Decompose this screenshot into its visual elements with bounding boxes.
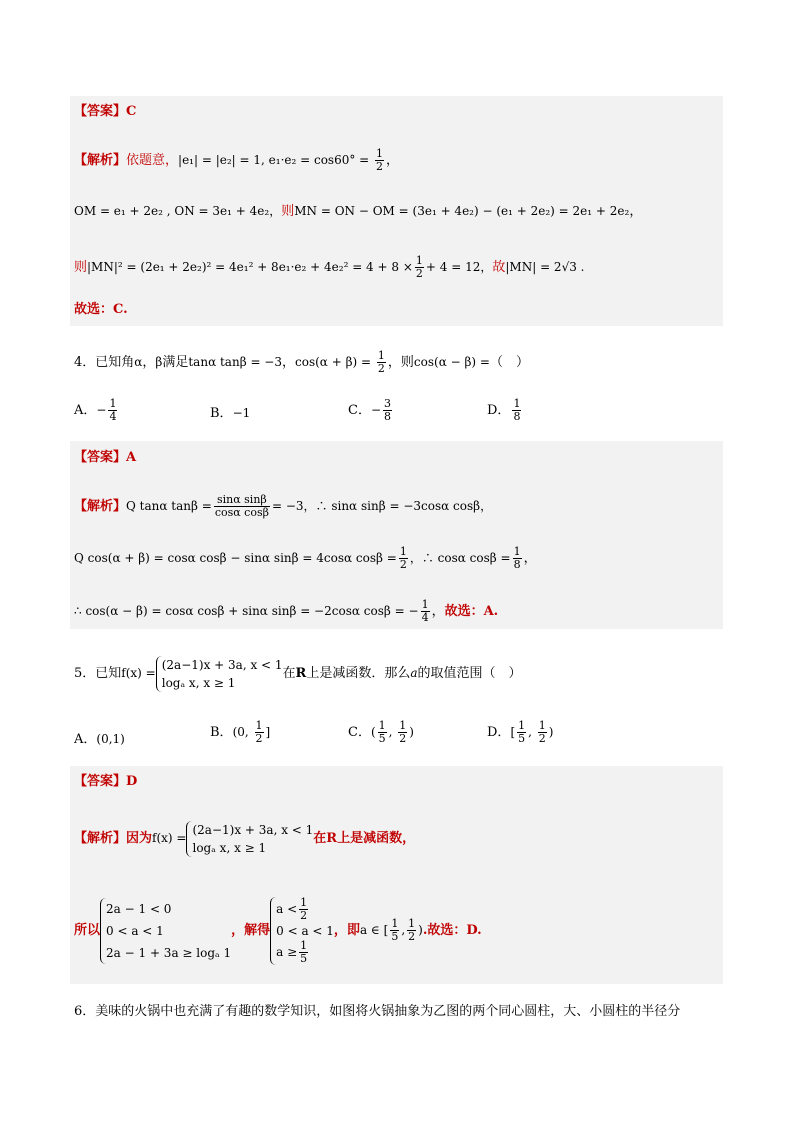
q5-answer-line: 【答案】D <box>74 774 138 789</box>
q5-option-d: D．[ $\frac{1}{5}$ , $\frac{1}{2}$ ) <box>487 719 554 745</box>
q4-analysis-line2: Q cos(α + β) = cosα cosβ − sinα sinβ = 4cosα cosβ = $\frac{1}{2}$ ，∴ cosα cosβ = $\frac{1}{8}$ ， <box>74 545 537 571</box>
math: + 4 = 12， <box>425 260 493 274</box>
math: |MN|² = (2e₁ + 2e₂)² = 4e₁² + 8e₁·e₂ + 4e₂² = 4 + 8 × <box>87 260 413 274</box>
piecewise: (2a−1)x + 3a, x < 1 logₐ x, x ≥ 1 <box>156 656 283 692</box>
q5-analysis-line1: 【解析】因为f(x) = (2a−1)x + 3a, x < 1 logₐ x, x ≥ 1 在R上是减函数， <box>74 822 416 855</box>
q4-analysis-line1: 【解析】Q tanα tanβ = $\frac{\text{sinα sinβ}}{\text{cosα cosβ}}$ = −3，∴ sinα sinβ = −3cosα cosβ， <box>74 493 493 519</box>
punct: ， <box>386 153 400 168</box>
q4-stem: 4．已知角α，β满足tanα tanβ = −3，cos(α + β) = $\frac{1}{2}$ ，则cos(α − β) =（ ） <box>74 349 529 375</box>
q3-conclusion: 故选：C. <box>74 302 128 317</box>
math: OM = e₁ + 2e₂ , ON = 3e₁ + 4e₂， <box>74 204 282 218</box>
q5-stem: 5．已知f(x) = (2a−1)x + 3a, x < 1 logₐ x, x ≥ 1 在R上是减函数．那么a的取值范围（ ） <box>74 657 522 690</box>
analysis-label: 【解析】 <box>74 153 127 168</box>
q4-option-a: A．− $\frac{1}{4}$ <box>74 397 117 423</box>
q4-option-b: B．−1 <box>210 406 251 421</box>
q4-option-d: D． $\frac{1}{8}$ <box>487 397 521 423</box>
fraction: $\frac{1}{2}$ <box>377 349 385 375</box>
q3-analysis-line2 <box>74 203 642 220</box>
q4-option-c: C．− $\frac{3}{8}$ <box>348 397 392 423</box>
q5-option-c: C．( $\frac{1}{5}$ , $\frac{1}{2}$ ) <box>348 719 414 745</box>
q5-option-b: B．(0, $\frac{1}{2}$ ] <box>210 719 271 745</box>
answer-label: 【答案】 <box>74 104 127 119</box>
q4-answer-line: 【答案】A <box>74 450 137 465</box>
math: MN = ON − OM = (3e₁ + 4e₂) − (e₁ + 2e₂) = 2e₁ + 2e₂ <box>294 204 630 218</box>
punct: ， <box>629 204 643 219</box>
answer-value: C <box>126 104 137 119</box>
q3-analysis-line1 <box>74 148 399 173</box>
math: |MN| = 2√3 . <box>505 260 585 274</box>
math: |e₁| = |e₂| = 1, e₁·e₂ = cos60° = <box>178 153 374 167</box>
q6-stem: 6．美味的火锅中也充满了有趣的数学知识，如图将火锅抽象为乙图的两个同心圆柱，大、小圆柱的半径分 <box>74 1004 681 1019</box>
q4-analysis-line3: ∴ cos(α − β) = cosα cosβ + sinα sinβ = −2cosα cosβ = − $\frac{1}{4}$ ，故选：A. <box>74 598 499 624</box>
fraction: $\frac{1}{2}$ <box>415 254 423 280</box>
q5-option-a: A．(0,1) <box>74 732 125 747</box>
q5-analysis-line2: 所以 2a − 1 < 0 0 < a < 1 2a − 1 + 3a ≥ logₐ 1 ，解得 a < $\frac{1}{2}$ 0 < a < 1 a ≥ $\frac{1}{5}$ ，即a ∈ [ $\frac{1}{5}$ , $\frac{1}{2}$ ).故选：D. <box>74 895 482 965</box>
fraction: $\frac{1}{2}$ <box>376 147 384 173</box>
text: 故 <box>492 260 506 275</box>
text: 依题意， <box>126 153 179 168</box>
text: 则 <box>281 204 295 219</box>
q3-answer-line <box>74 104 136 120</box>
q3-analysis-line3 <box>74 255 584 280</box>
text: 则 <box>74 260 88 275</box>
